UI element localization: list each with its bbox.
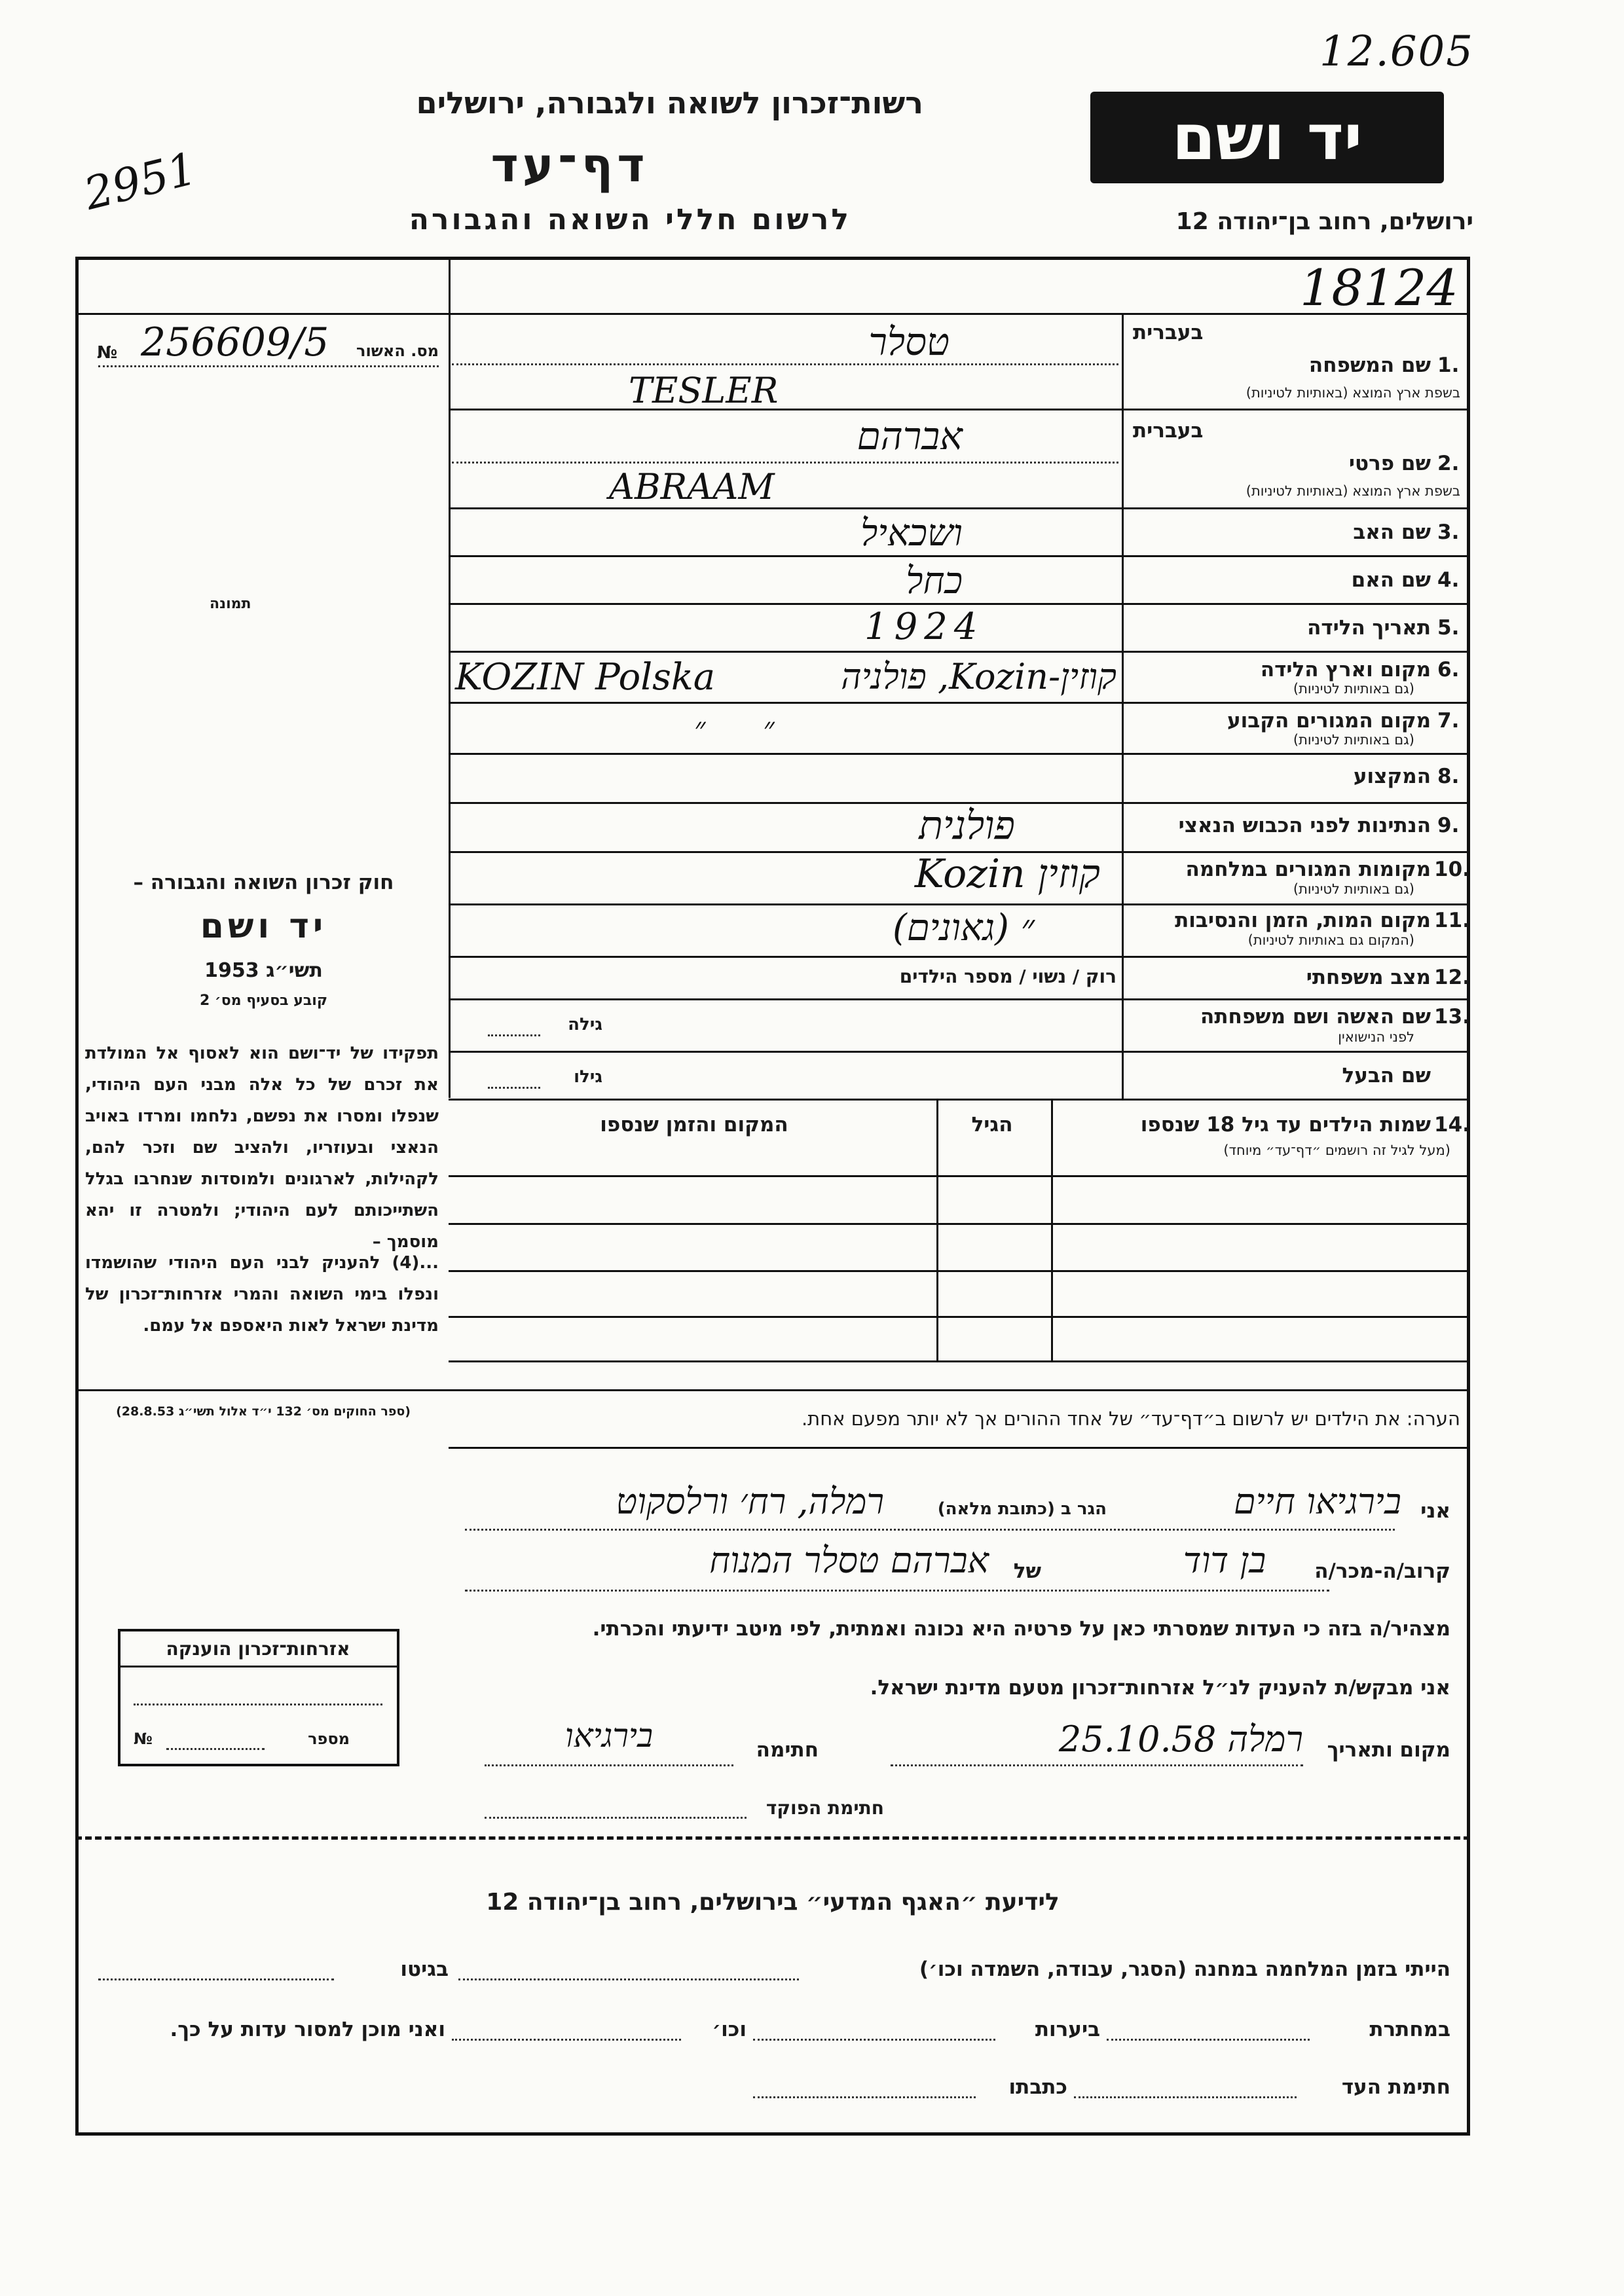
field-2-sub: בשפת ארץ המוצא (באותיות לטיניות) <box>1246 483 1460 499</box>
footer-address-label: כתבתו <box>1008 2075 1067 2099</box>
photo-placeholder <box>210 596 251 612</box>
law-name: יד ושם <box>200 907 327 946</box>
field-4-label: שם האם <box>1351 568 1431 592</box>
citizenship-no-mark: № <box>134 1730 153 1748</box>
declaration-of-label: של <box>1013 1559 1041 1583</box>
declaration-i-label: אני <box>1420 1499 1450 1523</box>
footer-line1-end: בגיטו <box>400 1958 449 1981</box>
footer-title: לידיעת ״האגף המדעי״ בירושלים, רחוב בן־יהודה 12 <box>486 1889 1060 1916</box>
field-7-sub: (גם באותיות לטיניות) <box>1293 732 1414 748</box>
footer-forests: ביערות <box>1035 2018 1100 2041</box>
field-4-value: כחל <box>906 560 963 602</box>
field-1-value-latin: TESLER <box>629 370 779 411</box>
field-5-value: 1924 <box>864 606 984 648</box>
signature-label: חתימה <box>756 1738 819 1762</box>
field-10-number: 10. <box>1434 858 1470 881</box>
corner-handwritten-number: 2951 <box>79 143 202 221</box>
approval-number: 256609/5 <box>141 319 329 365</box>
field-12-number: 12. <box>1434 966 1470 989</box>
field-2-value-latin: ABRAAM <box>609 466 775 507</box>
field-2-hebrew-tag: בעברית <box>1133 419 1204 443</box>
field-11-value: ״ (גאונים) <box>892 907 1035 949</box>
officer-signature-label: חתימת הפוקד <box>766 1797 884 1819</box>
children-header-name: שמות הילדים עד גיל 18 שנספו <box>1140 1113 1431 1137</box>
field-11-sub: (המקום גם באותיות לטיניות) <box>1247 932 1414 948</box>
field-2-number: 2. <box>1437 452 1460 475</box>
yad-vashem-logo <box>1090 92 1444 183</box>
field-5-label: תאריך הלידה <box>1307 616 1431 640</box>
law-clause: קובע בסעיף מס׳ 2 <box>199 993 328 1009</box>
field-9-value: פולנית <box>919 803 1015 848</box>
approval-no-mark: № <box>97 343 118 363</box>
address: ירושלים, רחוב בן־יהודה 12 <box>1175 208 1473 235</box>
children-header-age: הגיל <box>971 1113 1013 1137</box>
field-3-value: ושכאיל <box>860 512 963 555</box>
field-11-label: מקום המות, הזמן והנסיבות <box>1175 909 1431 932</box>
field-6-sub: (גם באותיות לטיניות) <box>1293 681 1414 697</box>
husband-label: שם הבעל <box>1342 1064 1431 1087</box>
form-title: דף־עד <box>490 137 649 192</box>
signature-value: בירגיאו <box>564 1717 654 1755</box>
declaration-address-label: הגר ב (כתובת מלאה) <box>937 1499 1107 1519</box>
declaration-name: בירגיאו חיים <box>1233 1481 1401 1522</box>
children-number: 14. <box>1434 1113 1470 1137</box>
field-1-sub: בשפת ארץ המוצא (באותיות לטיניות) <box>1246 385 1460 401</box>
law-text-2: ...(4) להעניק לבני העם היהודי שהושמדו ונפלו בימי השואה והמרי אזרחות־זכרון של מדינת ישראל לאות היאספם אל עמם. <box>85 1253 439 1336</box>
declaration-deceased: אברהם טסלר המנוח <box>709 1540 989 1581</box>
field-6-value-latin: KOZIN Polska <box>455 656 716 699</box>
children-header-sub: (מעל לגיל זה רושמים ״דף־עד״ מיוחד) <box>1223 1142 1450 1158</box>
field-8-number: 8. <box>1437 765 1460 788</box>
field-8-label: המקצוע <box>1353 765 1431 788</box>
footer-willing: ואני מוכן למסור עדות על כך. <box>170 2018 445 2041</box>
citizenship-title: אזרחות־זכרון הוענקה <box>166 1638 350 1660</box>
field-9-label: הנתינות לפני הכבוש הנאצי <box>1178 814 1431 837</box>
field-4-number: 4. <box>1437 568 1460 592</box>
declaration-request: אני מבקש/ת להעניק לנ״ל אזרחות־זכרון מטעם מדינת ישראל. <box>870 1676 1450 1700</box>
field-7-number: 7. <box>1437 709 1460 733</box>
declaration-relation-label: קרוב/ה-מכר/ה <box>1314 1559 1450 1583</box>
approval-label: מס. האשור <box>356 342 439 360</box>
field-13-sub: לפני הנישואין <box>1338 1029 1414 1045</box>
husband-age-label: גילו <box>574 1067 602 1087</box>
footer-line1: הייתי בזמן המלחמה במחנה (הסגר, עבודה, השמדה וכו׳) <box>919 1958 1450 1981</box>
citizenship-number-label: מספר <box>308 1730 350 1748</box>
declaration-address: רמלה, רח׳ ורלסקוט <box>616 1481 884 1522</box>
field-7-value: ״ ״ <box>694 710 775 746</box>
field-2-label: שם פרטי <box>1348 452 1431 475</box>
field-6-label: מקום וארץ הלידה <box>1260 658 1431 682</box>
field-7-label: מקום המגורים הקבוע <box>1227 709 1431 733</box>
field-12-label: מצב משפחתי <box>1306 966 1431 989</box>
field-6-number: 6. <box>1437 658 1460 682</box>
field-2-value: אברהם <box>857 414 963 458</box>
field-10-value: קוזין Kozin <box>914 851 1100 897</box>
authority-name: רשות־זכרון לשואה ולגבורה, ירושלים <box>416 85 923 120</box>
field-12-value: רוק / נשוי / מספר הילדים <box>899 966 1116 987</box>
place-date-value: רמלה 25.10.58 <box>1058 1719 1303 1760</box>
field-5-number: 5. <box>1437 616 1460 640</box>
field-1-label: שם המשפחה <box>1308 354 1431 377</box>
photo-label: תמונה <box>210 596 251 612</box>
field-10-label: מקומות המגורים במלחמה <box>1185 858 1431 881</box>
field-1-number: 1. <box>1437 354 1460 377</box>
declaration-statement: מצהיר/ה בזה כי העדות שמסרתי כאן על פרטיה היא נכונה ואמתית, לפי מיטב ידיעתי והכרתי. <box>592 1617 1450 1641</box>
footer-underground: במחתרת <box>1369 2018 1450 2041</box>
field-10-sub: (גם באותיות לטיניות) <box>1293 881 1414 897</box>
field-13-number: 13. <box>1434 1005 1470 1029</box>
field-13-age-label: גילה <box>568 1015 602 1034</box>
field-3-number: 3. <box>1437 520 1460 544</box>
top-number: 12.605 <box>1320 27 1474 76</box>
serial-number: 18124 <box>1300 259 1458 317</box>
law-year: תשי״ג 1953 <box>204 959 323 982</box>
children-note: הערה: את הילדים יש לרשום ב״דף־עד״ של אחד ההורים אך לא יותר מפעם אחת. <box>801 1408 1460 1430</box>
field-6-value: קוזין-Kozin, פולניה <box>841 656 1116 697</box>
field-3-label: שם האב <box>1353 520 1431 544</box>
footer-etc: וכו׳ <box>712 2018 747 2041</box>
field-11-number: 11. <box>1434 909 1470 932</box>
law-citation: (ספר החוקים מס׳ 132 י״ד אלול תשי״ג 28.8.53) <box>116 1404 411 1419</box>
form-subtitle: לרשום חללי השואה והגבורה <box>409 203 851 236</box>
law-text: תפקידו של יד־ושם הוא לאסוף אל המולדת את זכרם של כל אלה מבני העם היהודי, שנפלו ומסרו את נפשם, נלחמו ומרדו באויב הנאצי ובעוזריו, ולהציב שם וזכר להם, לקהילות, לארגונים ולמוסדות שנחרבו בגלל השתייכותם לעם היהודי; ולמטרה זו יהא מוסמך – <box>85 1044 439 1252</box>
logo-text: יד ושם <box>1172 101 1363 174</box>
footer-witness-signature: חתימת העד <box>1341 2075 1450 2099</box>
citizenship-box <box>118 1629 399 1766</box>
field-1-hebrew-tag: בעברית <box>1133 321 1204 344</box>
place-date-label: מקום ותאריך <box>1327 1738 1450 1762</box>
field-13-label: שם האשה ושם משפחתה <box>1200 1005 1431 1029</box>
field-1-value: טסלר <box>868 319 950 364</box>
declaration-relation: בן דוד <box>1183 1540 1266 1581</box>
law-title: חוק זכרון השואה והגבורה – <box>133 871 394 894</box>
children-header-place: המקום והזמן שנספו <box>600 1113 788 1137</box>
field-9-number: 9. <box>1437 814 1460 837</box>
